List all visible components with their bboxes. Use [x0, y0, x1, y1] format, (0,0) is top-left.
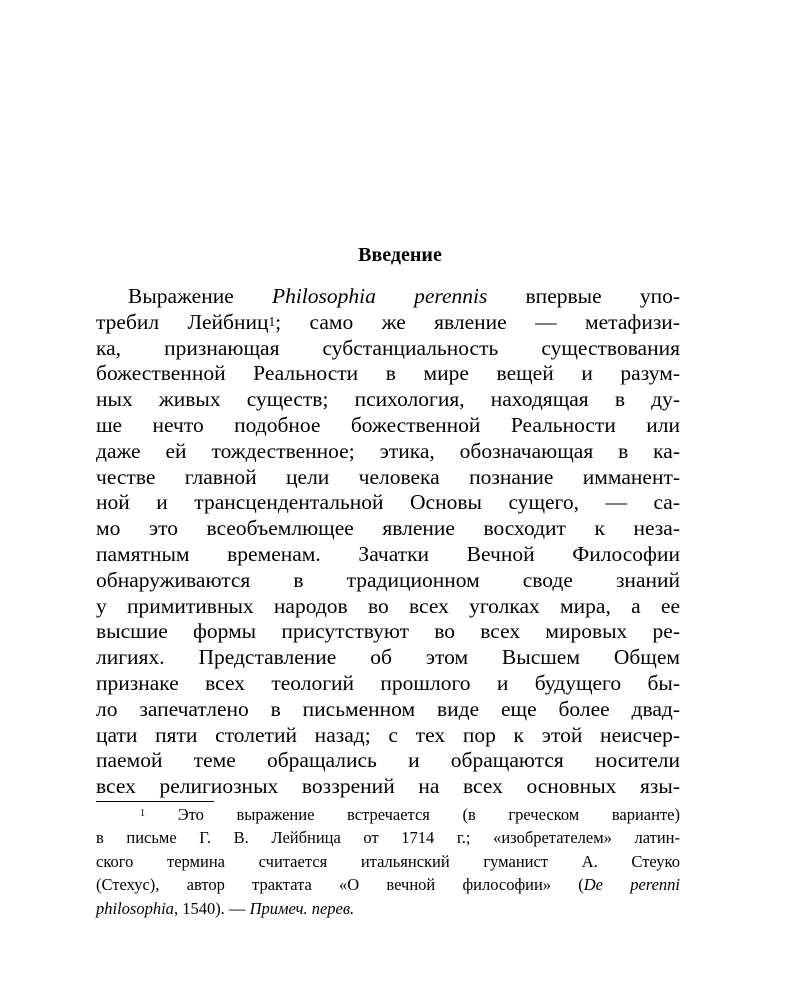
text-line: ка, признающая субстанциальность существования [96, 335, 680, 360]
footnote-reference[interactable]: 1 [268, 313, 276, 329]
text-line: божественной Реальности в мире вещей и разум- [96, 361, 680, 386]
text-line: всех религиозных воззрений на всех основных язы- [96, 774, 680, 799]
footnote-line: в письме Г. В. Лейбница от 1714 г.; «изобретателем» латин- [96, 828, 680, 848]
text-line: лигиях. Представление об этом Высшем Общем [96, 645, 680, 670]
italic-title: De perenni [583, 875, 681, 895]
footnote-line [96, 803, 680, 826]
footnote-line: ского термина считается итальянский гуманист А. Стеуко [96, 851, 680, 871]
footnote-line [96, 897, 680, 920]
italic-title: philosophia [96, 898, 174, 918]
text-line: ше нечто подобное божественной Реальности или [96, 412, 680, 437]
text-run: Выражение [128, 284, 272, 308]
text-line: признаке всех теологий прошлого и будущего бы- [96, 670, 680, 695]
text-line: ло запечатлено в письменном виде еще более двад- [96, 696, 680, 721]
footnote-marker: 1 [140, 808, 146, 819]
text-line: паемой теме обращались и обращаются носители [96, 748, 680, 773]
text-line: ной и трансцендентальной Основы сущего, — са- [96, 490, 680, 515]
text-run: Это выражение встречается (в греческом варианте) [145, 805, 680, 824]
text-line: обнаруживаются в традиционном своде знаний [96, 567, 680, 592]
footnote-divider [96, 801, 214, 802]
italic-term: Philosophia perennis [271, 284, 488, 308]
text-line: памятным временам. Зачатки Вечной Философии [96, 541, 680, 566]
text-run: , 1540). — [173, 898, 250, 918]
text-line: мо это всеобъемлющее явление восходит к неза- [96, 516, 680, 541]
text-line: высшие формы присутствуют во всех мировых ре- [96, 619, 680, 644]
text-line: даже ей тождественное; этика, обозначающая в ка- [96, 438, 680, 463]
text-run: ; само же явление — метафизи- [275, 309, 680, 334]
text-line [96, 284, 680, 310]
footnote-line [96, 873, 680, 896]
translator-note: Примеч. перев. [249, 898, 355, 918]
text-line: ных живых существ; психология, находящая в ду- [96, 387, 680, 412]
body-paragraph [96, 284, 680, 800]
text-run: впервые упо- [487, 284, 680, 308]
text-run: (Стехус), автор трактата «О вечной философии» ( [96, 875, 584, 895]
text-line: честве главной цели человека познание имманент- [96, 464, 680, 489]
text-run: требил Лейбниц [96, 309, 269, 334]
text-line: у примитивных народов во всех уголках мира, а ее [96, 593, 680, 618]
text-line [96, 310, 680, 336]
text-line: цати пяти столетий назад; с тех пор к этой неисчер- [96, 722, 680, 747]
footnote [96, 803, 680, 920]
section-heading: Введение [358, 244, 442, 266]
